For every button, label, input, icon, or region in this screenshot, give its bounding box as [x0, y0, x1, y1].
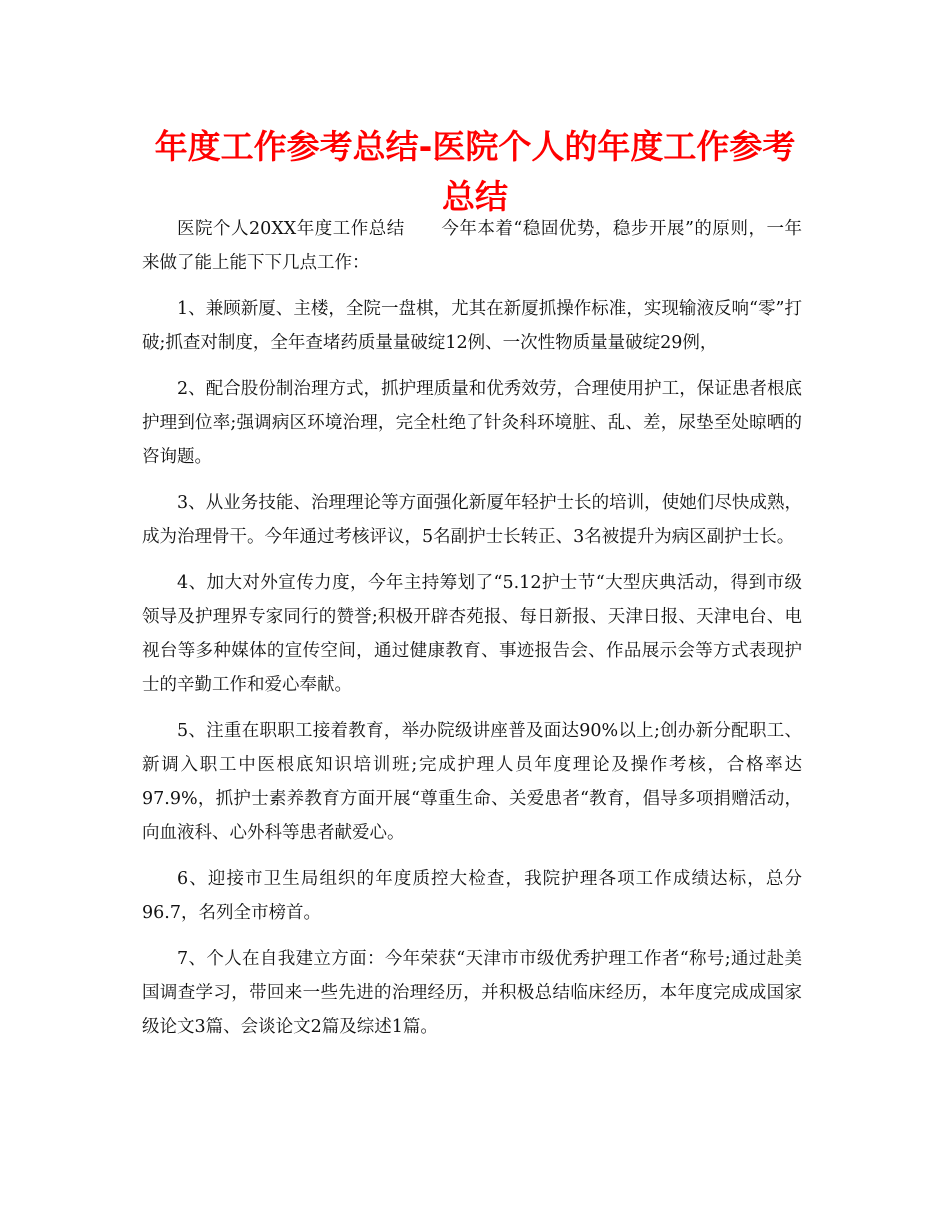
- paragraph-7: 7、个人在自我建立方面：今年荣获“天津市市级优秀护理工作者“称号;通过赴美国调查学习，带回来一些先进的治理经历，并积极总结临床经历，本年度完成成国家级论文3篇、会谈论文2篇及综述1篇。: [142, 949, 802, 1037]
- document-title: 年度工作参考总结-医院个人的年度工作参考总结: [154, 127, 796, 216]
- paragraph-3: 3、从业务技能、治理理论等方面强化新厦年轻护士长的培训，使她们尽快成熟，成为治理骨干。今年通过考核评议，5名副护士长转正、3名被提升为病区副护士长。: [142, 493, 802, 547]
- paragraph-1: 1、兼顾新厦、主楼，全院一盘棋，尤其在新厦抓操作标准，实现输液反响“零”打破;抓查对制度，全年查堵药质量量破绽12例、一次性物质量量破绽29例，: [142, 299, 802, 353]
- paragraph-4: 4、加大对外宣传力度，今年主持筹划了“5.12护士节“大型庆典活动，得到市级领导及护理界专家同行的赞誉;积极开辟杏苑报、每日新报、天津日报、天津电台、电视台等多种媒体的宣传空间，通过健康教育、事迹报告会、作品展示会等方式表现护士的辛勤工作和爱心奉献。: [142, 573, 802, 695]
- paragraph-5: 5、注重在职职工接着教育，举办院级讲座普及面达90%以上;创办新分配职工、新调入职工中医根底知识培训班;完成护理人员年度理论及操作考核，合格率达97.9%，抓护士素养教育方面开展“尊重生命、关爱患者“教育，倡导多项捐赠活动，向血液科、心外科等患者献爱心。: [142, 721, 802, 843]
- document-body: [142, 212, 802, 1056]
- paragraph-6: 6、迎接市卫生局组织的年度质控大检查，我院护理各项工作成绩达标，总分96.7，名列全市榜首。: [142, 869, 802, 923]
- intro-heading: 医院个人20XX年度工作总结: [177, 219, 405, 239]
- intro-text: 今年本着“稳固优势，稳步开展”的原则，一年来做了能上能下下几点工作：: [142, 219, 802, 273]
- paragraph-2: 2、配合股份制治理方式，抓护理质量和优秀效劳，合理使用护工，保证患者根底护理到位率;强调病区环境治理，完全杜绝了针灸科环境脏、乱、差，尿垫至处晾晒的咨询题。: [142, 379, 802, 467]
- intro-paragraph: [142, 212, 802, 280]
